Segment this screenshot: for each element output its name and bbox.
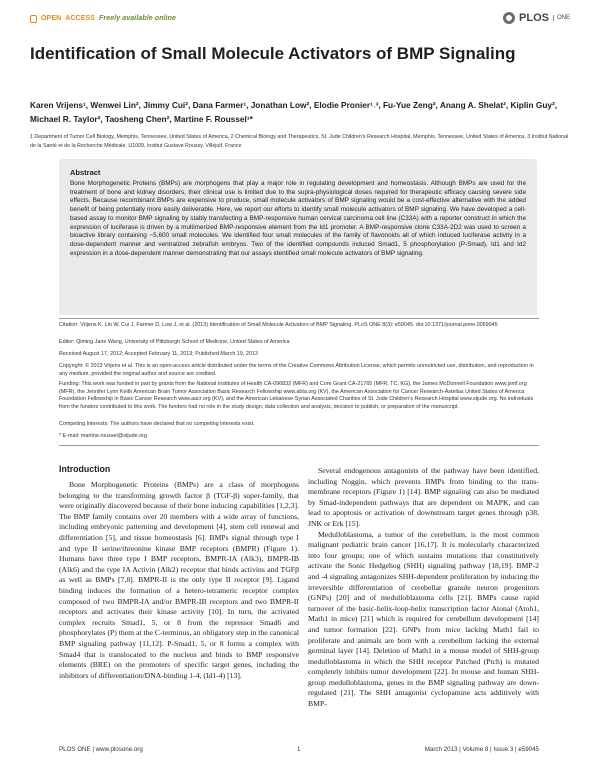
journal-logo: [503, 12, 570, 24]
open-label: OPEN: [41, 14, 62, 22]
intro-paragraph: Medulloblastoma, a tumor of the cerebellum, is the most common malignant pediatric brain cancer [16,17]. It is molecularly characterized into four groups; one of which sustains mutations that constitutively activate the Sonic Hedgehog (SHH) signaling pathway [18,19]. BMP-2 and -4 signaling antagonizes SHH-dependent proliferation by inducing the irreversible differentiation of cerebellar granule neuron progenitors (GNPs) [20] and of medulloblastoma cells [21]. BMPs cause rapid turnover of the basic-helix-loop-helix transcription factor Atonal (Atoh1, Math1 in mice) [21] which is required for cerebellum development [14] and tumor formation [22]. GNPs from mice lacking Math1 fail to proliferate and animals are born with a cerebellum lacking the external germinal layer [14]. Deletion of Math1 in a mouse model of SHH-group medulloblastoma in which the SHH receptor Patched (Ptch) is mutated completely inhibits tumor development [22]. In mouse and human SHH-group medulloblastoma, genes in the BMP signaling pathway are down-regulated [21]. The SHH antagonist cyclopamine acts additively with BMP-: [308, 529, 539, 709]
open-lock-icon: [30, 15, 37, 23]
right-column: [308, 466, 539, 710]
abstract-text: Bone Morphogenetic Proteins (BMPs) are morphogens that play a major role in regulating development and homeostasis. Although BMPs are used for the treatment of bone and kidney disorders, their clinical use is limited due to the supra-physiological doses required for therapeutic efficacy causing severe side effects. Because recombinant BMPs are expensive to produce, small molecule activators of BMP signaling would be a cost-effective alternative with the added benefit of being potentially more easily deliverable. Here, we report our efforts to identify small molecule activators of BMP signaling. We have developed a cell-based assay to monitor BMP signaling by stably transfecting a BMP-responsive human cervical carcinoma cell line (C33A) with a reporter construct in which the expression of luciferase is driven by a multimerized BMP-responsive element from the Id1 promoter. A BMP-responsive clone C33A-2D2 was used to screen a bioactive library containing ~5,600 small molecules. We identified four small molecules of the family of flavonoids all of which induced luciferase activity in a dose-dependent manner and ventralized zebrafish embryos. Two of the identified compounds induced Smad1, 5 phosphorylation (P-Smad), Id1 and Id2 expression in a dose-dependent manner demonstrating that our assays identified small molecule activators of BMP signaling.: [70, 180, 526, 257]
competing-interests: Competing Interests: The authors have declared that no competing interests exist.: [59, 421, 255, 427]
access-label: ACCESS: [65, 14, 96, 22]
funding: Funding: This work was funded in part by grants from the National Institutes of Health CA-096832 (MFR) and Core Grant CA-21765 (MFR, TC, KG), the James McDonnell Foundation www.jsmf.org (MFR), the Jennifer Lynn Keith American Brain Tumor Association Basic Research Fellowship www.abta.org (KV), the American Association for Cancer Research-Astellas United States of America Foundation Fellowship in Basic Cancer Research www.aacr.org (KV), and the American Lebanese-Syrian Associated Charities of St. Jude Children's Research Hospital www.stjude.org. No individuals from the funders contributed to this work. The funders had no role in the study design, data collection and analysis, decision to publish, or preparation of the manuscript.: [59, 381, 534, 410]
dates: Received August 17, 2012; Accepted February 11, 2013; Published March 19, 2013: [59, 351, 258, 357]
copyright: Copyright: © 2013 Vrijens et al. This is an open-access article distributed under the terms of the Creative Commons Attribution License, which permits unrestricted use, distribution, and reproduction in any medium, provided the original author and source are credited.: [59, 363, 534, 377]
citation: Citation: Vrijens K, Lin W, Cui J, Farmer D, Low J, et al. (2013) Identification of Small Molecule Activators of BMP Signaling. PLoS ONE 8(3): e59045. doi:10.1371/journal.pone.0059045: [59, 322, 498, 328]
abstract-box: [59, 159, 537, 315]
journal-header: [30, 14, 570, 42]
divider: [59, 445, 539, 446]
journal-brand: PLOS: [519, 12, 549, 24]
plos-logo-icon: [503, 12, 515, 24]
section-heading-introduction: Introduction: [59, 464, 111, 474]
intro-paragraph: Several endogenous antagonists of the pathway have been identified, including Noggin, which prevents BMPs from binding to the trans-membrane receptors (Figure 1) [14]. BMP signaling can also be mediated by Smad-independent pathways that are dependent on MAPK, and can lead to apoptosis or activation of downstream target genes through p38, JNK or Erk [15].: [308, 466, 539, 528]
open-access-badge: [30, 14, 176, 22]
page-number: 1: [297, 746, 301, 753]
author-list: Karen Vrijens¹, Wenwei Lin², Jimmy Cui², Dana Farmer¹, Jonathan Low², Elodie Pronier¹˒³, Fu-Yue Zeng², Anang A. Shelat², Kiplin Guy², Michael R. Taylor², Taosheng Chen², Martine F. Roussel¹*: [30, 100, 558, 124]
affiliations: 1 Department of Tumor Cell Biology, Memphis, Tennessee, United States of America, 2 Chemical Biology and Therapeutics, St. Jude Children's Research Hospital, Memphis, Tennessee, United States of America, 3 Institut National de la Santé et de la Recherche Médicale, U1009, Institut Gustave Roussy, Villejuif, France: [30, 134, 569, 149]
footer-journal: PLOS ONE | www.plosone.org: [59, 746, 143, 753]
journal-one: ONE: [553, 15, 570, 21]
abstract-heading: Abstract: [70, 168, 101, 177]
left-column: [59, 464, 299, 681]
article-title: Identification of Small Molecule Activators of BMP Signaling: [30, 44, 516, 63]
divider: [59, 318, 539, 319]
corresponding-email: * E-mail: martine.roussel@stjude.org: [59, 433, 147, 439]
intro-paragraph: Bone Morphogenetic Proteins (BMPs) are a class of morphogens belonging to the transforming growth factor β (TGF-β) super-family, that were originally discovered because of their bone inducing capabilities [1,2,3]. The BMP family contains over 20 members with a wide array of functions, including embryonic patterning and development [4], stem cell renewal and differentiation [5], and tissue homeostasis [6]. BMPs signal through type I and type II serine/threonine kinase BMP receptors (BMPR) (Figure 1). Humans have three type I BMP receptors, BMPR-IA (Alk3), BMPR-IB (Alk6) and the type IA Activin (Alk2) receptor that binds activins and TGFβ as well as BMPs [7,8]. BMPR-II is the only type II receptor [9]. Ligand binding induces the formation of a hetero-tetrameric receptor complex composed of two BMPR-IA and/or BMPR-IB receptors and two BMPR-II receptors and activates their kinase activity [10]. In turn, the activated complex recruits Smad1, 5, or 8 from the repressor Smad6 and phosphorylates (P) them at the C-terminus, an obligatory step in the canonical BMP signaling pathway [11,12]. P-Smad1, 5, or 8 forms a complex with Smad4 that is translocated to the nucleus and binds to BMP responsive elements (BRE) on the promoters of specific target genes, including the inhibitors of differentiation/DNA-binding 1-4, (Id1-4) [13].: [59, 480, 299, 680]
editor: Editor: Qiming Jane Wang, University of Pittsburgh School of Medicine, United States of America: [59, 339, 290, 345]
freely-available-label: Freely available online: [99, 14, 177, 22]
footer-issue: March 2013 | Volume 8 | Issue 3 | e59045: [424, 746, 539, 753]
